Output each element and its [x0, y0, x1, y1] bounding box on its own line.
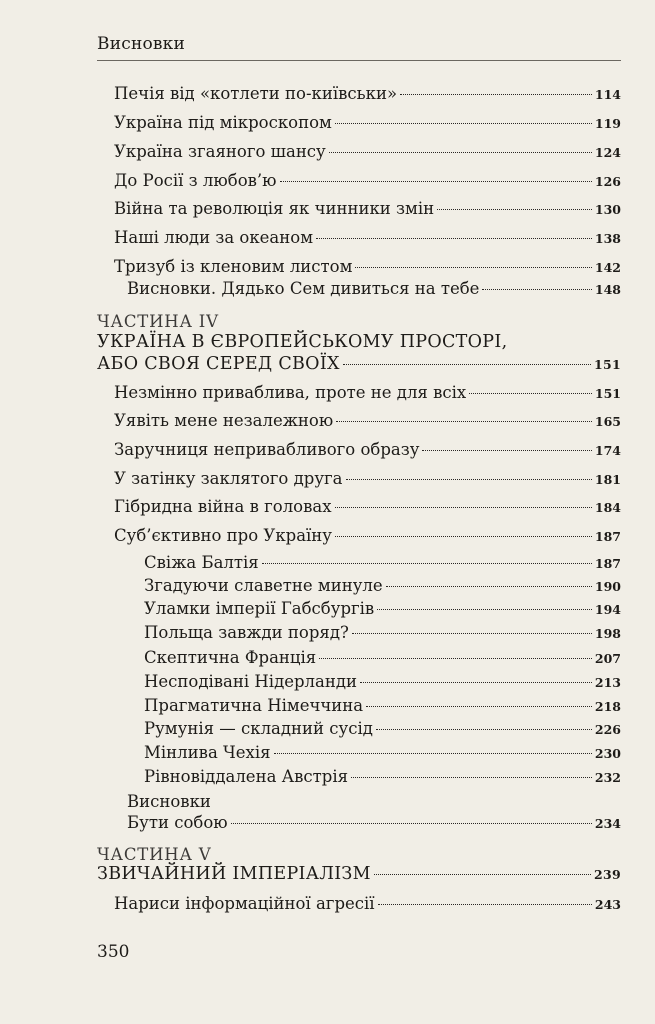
toc-entry-title: Уявіть мене незалежною: [114, 411, 334, 430]
toc-entry-title: Заручниця непривабливого образу: [114, 440, 420, 459]
toc-entry[interactable]: [114, 411, 621, 432]
toc-entry[interactable]: [114, 526, 621, 547]
running-head: Висновки: [97, 34, 186, 54]
toc-entry-page: 138: [594, 231, 621, 246]
toc-entry-page: 181: [594, 472, 621, 487]
dot-leader: [335, 507, 592, 508]
toc-entry-page: 218: [594, 699, 621, 714]
dot-leader: [316, 238, 592, 239]
toc-entry-page: 239: [594, 867, 621, 882]
dot-leader: [346, 479, 592, 480]
toc-entry-title: Тризуб із кленовим листом: [114, 257, 353, 276]
toc-entry-title: Мінлива Чехія: [144, 743, 271, 762]
toc-entry-page: 230: [594, 746, 621, 761]
toc-entry-title: Скептична Франція: [144, 648, 317, 667]
part-title: АБО СВОЯ СЕРЕД СВОЇХ: [97, 354, 340, 374]
dot-leader: [376, 729, 592, 730]
dot-leader: [262, 563, 592, 564]
toc-entry[interactable]: [127, 279, 621, 300]
toc-entry-page: 184: [594, 500, 621, 515]
toc-entry[interactable]: [114, 257, 621, 278]
toc-entry-page: 165: [594, 414, 621, 429]
toc-entry-page: 130: [594, 202, 621, 217]
toc-entry-title: Незмінно приваблива, проте не для всіх: [114, 383, 467, 402]
dot-leader: [378, 904, 592, 905]
toc-entry-page: 194: [594, 602, 621, 617]
toc-subentry[interactable]: [144, 696, 621, 717]
part-title: ЗВИЧАЙНИЙ ІМПЕРІАЛІЗМ: [97, 864, 371, 884]
toc-entry-title: До Росії з любов’ю: [114, 171, 277, 190]
toc-entry-title: Суб’єктивно про Україну: [114, 526, 333, 545]
header-rule: [97, 60, 621, 61]
toc-entry-title: Румунія — складний сусід: [144, 719, 373, 738]
part-title-entry[interactable]: [97, 354, 621, 375]
toc-entry-page: 148: [594, 282, 621, 297]
dot-leader: [374, 874, 591, 875]
toc-entry[interactable]: [114, 84, 621, 105]
page-number: 350: [97, 942, 130, 962]
dot-leader: [400, 94, 592, 95]
dot-leader: [355, 267, 591, 268]
dot-leader: [351, 777, 592, 778]
toc-subentry[interactable]: [144, 648, 621, 669]
toc-entry-page: 190: [594, 579, 621, 594]
toc-entry-page: 119: [594, 116, 621, 131]
toc-entry-title: Україна згаяного шансу: [114, 142, 326, 161]
toc-entry-page: 114: [594, 87, 621, 102]
part-title: УКРАЇНА В ЄВРОПЕЙСЬКОМУ ПРОСТОРІ,: [97, 332, 508, 352]
toc-entry-page: 174: [594, 443, 621, 458]
toc-entry-title: Висновки: [127, 792, 211, 811]
dot-leader: [280, 181, 592, 182]
dot-leader: [352, 633, 592, 634]
dot-leader: [335, 123, 592, 124]
toc-entry-title: Польща завжди поряд?: [144, 623, 349, 642]
toc-entry-title: У затінку заклятого друга: [114, 469, 343, 488]
toc-entry-title: Україна під мікроскопом: [114, 113, 332, 132]
dot-leader: [319, 658, 592, 659]
toc-entry-page: 213: [594, 675, 621, 690]
toc-entry-title: Рівновіддалена Австрія: [144, 767, 349, 786]
dot-leader: [343, 364, 591, 365]
toc-subentry[interactable]: [144, 743, 621, 764]
part-label: ЧАСТИНА IV: [97, 312, 219, 331]
dot-leader: [329, 152, 592, 153]
toc-entry[interactable]: [127, 813, 621, 834]
toc-entry[interactable]: [114, 383, 621, 404]
toc-subentry[interactable]: [144, 576, 621, 597]
toc-subentry[interactable]: [144, 719, 621, 740]
toc-entry-title: Згадуючи славетне минуле: [144, 576, 383, 595]
toc-entry-title: Нариси інформаційної агресії: [114, 894, 375, 913]
toc-entry-title: Війна та революція як чинники змін: [114, 199, 435, 218]
toc-entry[interactable]: [114, 469, 621, 490]
dot-leader: [482, 289, 591, 290]
toc-entry[interactable]: [114, 497, 621, 518]
toc-entry[interactable]: [114, 228, 621, 249]
toc-entry[interactable]: [114, 171, 621, 192]
toc-entry-page: 243: [594, 897, 621, 912]
toc-entry-title: Бути собою: [127, 813, 228, 832]
toc-entry-title: Висновки. Дядько Сем дивиться на тебе: [127, 279, 480, 298]
toc-entry[interactable]: [114, 142, 621, 163]
dot-leader: [422, 450, 591, 451]
toc-entry-page: 151: [594, 386, 621, 401]
dot-leader: [437, 209, 592, 210]
dot-leader: [377, 609, 592, 610]
toc-entry-page: 124: [594, 145, 621, 160]
part-label: ЧАСТИНА V: [97, 845, 212, 864]
toc-entry-page: 198: [594, 626, 621, 641]
toc-entry-page: 226: [594, 722, 621, 737]
toc-entry[interactable]: [114, 199, 621, 220]
toc-entry-title: Наші люди за океаном: [114, 228, 314, 247]
toc-entry-title: Прагматична Німеччина: [144, 696, 364, 715]
dot-leader: [469, 393, 592, 394]
toc-entry-page: 207: [594, 651, 621, 666]
toc-entry-title: Печія від «котлети по-київськи»: [114, 84, 398, 103]
toc-entry-page: 126: [594, 174, 621, 189]
toc-entry-page: 234: [594, 816, 621, 831]
part-title-entry[interactable]: [97, 864, 621, 885]
toc-subentry[interactable]: [144, 767, 621, 788]
toc-entry-title: Свіжа Балтія: [144, 553, 259, 572]
toc-entry-page: 142: [594, 260, 621, 275]
toc-entry-title: Гібридна війна в головах: [114, 497, 332, 516]
dot-leader: [231, 823, 592, 824]
toc-subentry[interactable]: [144, 599, 621, 620]
toc-entry-title: Несподівані Нідерланди: [144, 672, 358, 691]
dot-leader: [366, 706, 592, 707]
toc-entry-title: Уламки імперії Габсбургів: [144, 599, 375, 618]
toc-entry-page: 232: [594, 770, 621, 785]
toc-entry-page: 151: [594, 357, 621, 372]
dot-leader: [336, 421, 592, 422]
toc-entry[interactable]: [114, 113, 621, 134]
toc-entry-page: 187: [594, 556, 621, 571]
dot-leader: [274, 753, 592, 754]
toc-entry[interactable]: [114, 894, 621, 915]
toc-subentry[interactable]: [144, 672, 621, 693]
dot-leader: [360, 682, 592, 683]
dot-leader: [386, 586, 592, 587]
toc-subentry[interactable]: [144, 623, 621, 644]
conclusions-label: [127, 792, 621, 812]
toc-entry-page: 187: [594, 529, 621, 544]
dot-leader: [335, 536, 592, 537]
toc-entry[interactable]: [114, 440, 621, 461]
toc-subentry[interactable]: [144, 553, 621, 574]
